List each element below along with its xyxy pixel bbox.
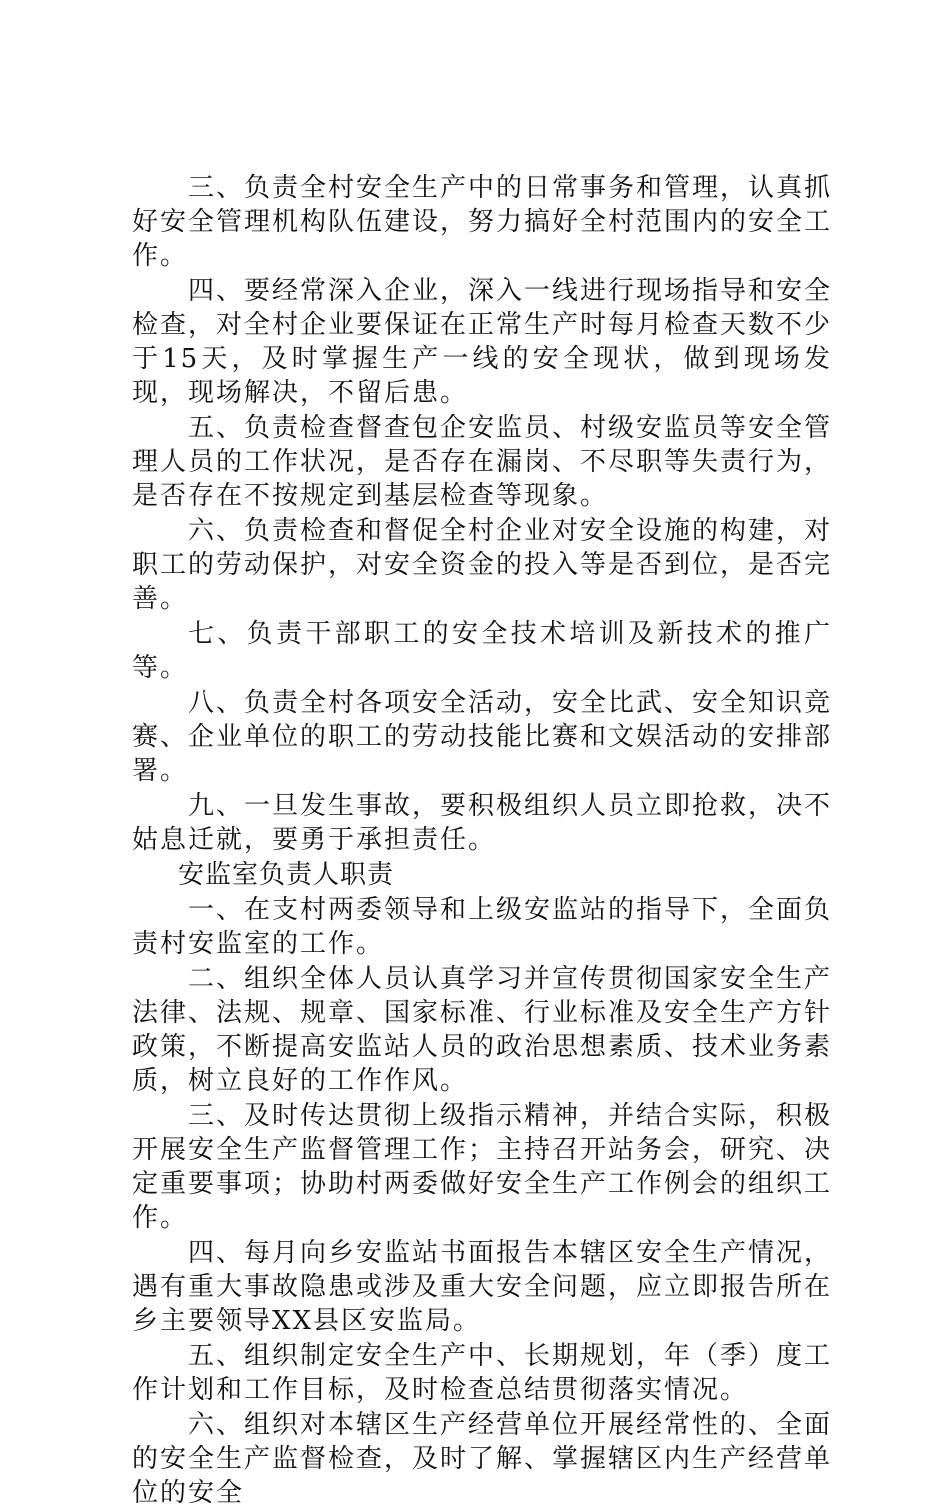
paragraph-8: 八、负责全村各项安全活动，安全比武、安全知识竞赛、企业单位的职工的劳动技能比赛和文娱活动的安排部署。: [132, 688, 833, 786]
section-paragraph-1: 一、在支村两委领导和上级安监站的指导下，全面负责村安监室的工作。: [132, 895, 833, 959]
paragraph-9: 九、一旦发生事故，要积极组织人员立即抢救，决不姑息迁就，要勇于承担责任。: [132, 791, 833, 855]
paragraph-6: 六、负责检查和督促全村企业对安全设施的构建，对职工的劳动保护，对安全资金的投入等是否到位，是否完善。: [132, 516, 833, 614]
section-paragraph-4: 四、每月向乡安监站书面报告本辖区安全生产情况，遇有重大事故隐患或涉及重大安全问题，应立即报告所在乡主要领导XX县区安监局。: [132, 1238, 833, 1336]
paragraph-4: 四、要经常深入企业，深入一线进行现场指导和安全检查，对全村企业要保证在正常生产时每月检查天数不少于15天，及时掌握生产一线的安全现状，做到现场发现，现场解决，不留后患。: [132, 276, 833, 408]
paragraph-7: 七、负责干部职工的安全技术培训及新技术的推广等。: [132, 619, 832, 683]
document-body: [132, 171, 832, 1511]
paragraph-3: 三、负责全村安全生产中的日常事务和管理，认真抓好安全管理机构队伍建设，努力搞好全村范围内的安全工作。: [132, 173, 833, 271]
section-paragraph-6: 六、组织对本辖区生产经营单位开展经常性的、全面的安全生产监督检查，及时了解、掌握辖区内生产经营单位的安全: [132, 1410, 833, 1508]
section-paragraph-2: 二、组织全体人员认真学习并宣传贯彻国家安全生产法律、法规、规章、国家标准、行业标准及安全生产方针政策，不断提高安监站人员的政治思想素质、技术业务素质，树立良好的工作作风。: [132, 964, 833, 1096]
section-heading: 安监室负责人职责: [178, 860, 395, 890]
paragraph-5: 五、负责检查督查包企安监员、村级安监员等安全管理人员的工作状况，是否存在漏岗、不尽职等失责行为，是否存在不按规定到基层检查等现象。: [132, 413, 833, 511]
section-paragraph-3: 三、及时传达贯彻上级指示精神，并结合实际，积极开展安全生产监督管理工作；主持召开站务会，研究、决定重要事项；协助村两委做好安全生产工作例会的组织工作。: [132, 1101, 833, 1233]
section-paragraph-5: 五、组织制定安全生产中、长期规划，年（季）度工作计划和工作目标，及时检查总结贯彻落实情况。: [132, 1341, 833, 1405]
